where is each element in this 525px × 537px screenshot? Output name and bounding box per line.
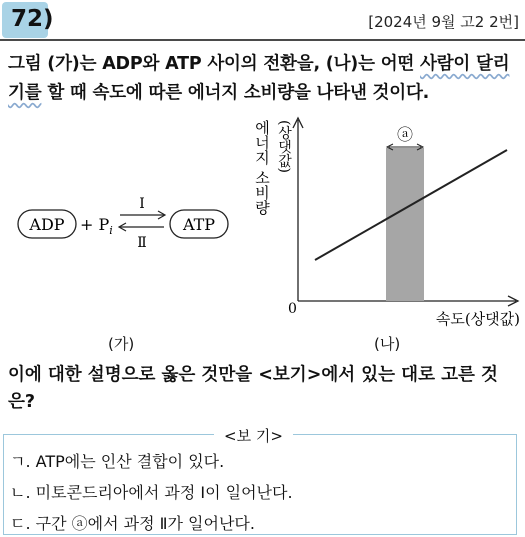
x-axis-label: 속도(상댓값) (435, 310, 520, 328)
stem-part-2: 할 때 속도에 따른 에너지 소비량을 나타낸 것이다. (41, 83, 430, 103)
question-stem (8, 50, 518, 108)
stem-part-1: 그림 (가)는 ADP와 ATP 사이의 전환을, (나)는 어떤 (8, 54, 420, 74)
bogi-title: <보 기> (214, 425, 293, 446)
process-2-label: Ⅱ (137, 235, 147, 251)
adp-label: ADP (29, 215, 65, 234)
stem-underlined: 사람이 달리기를 (8, 54, 510, 103)
interval-a-label: ⓐ (396, 125, 414, 144)
interval-a-region (386, 148, 424, 301)
header-divider (0, 39, 525, 41)
figure-ga-caption: (가) (108, 335, 135, 353)
process-1-label: Ⅰ (139, 196, 145, 212)
bogi-item: ㄴ. 미토콘드리아에서 과정 Ⅰ이 일어난다. (10, 483, 293, 502)
plus-p-label: + $P_i$ (80, 215, 113, 237)
origin-label: 0 (288, 301, 297, 317)
question-number: 72) (11, 6, 54, 32)
y-axis-label: 에너지 소비량 (253, 120, 271, 215)
bogi-item: ㄱ. ATP에는 인산 결합이 있다. (10, 452, 225, 471)
atp-label: ATP (182, 215, 216, 234)
figure-na-caption: (나) (374, 335, 401, 353)
bogi-item: ㄷ. 구간 ⓐ에서 과정 Ⅱ가 일어난다. (10, 514, 255, 533)
y-axis-unit: (상댓값) (276, 120, 292, 173)
figure-na-graph (240, 110, 525, 335)
question-number-badge (2, 2, 54, 38)
question-text: 이에 대한 설명으로 옳은 것만을 <보기>에서 있는 대로 고른 것은? (8, 365, 498, 412)
figure-ga-diagram (0, 190, 240, 260)
exam-source: [2024년 9월 고2 2번] (368, 13, 519, 31)
